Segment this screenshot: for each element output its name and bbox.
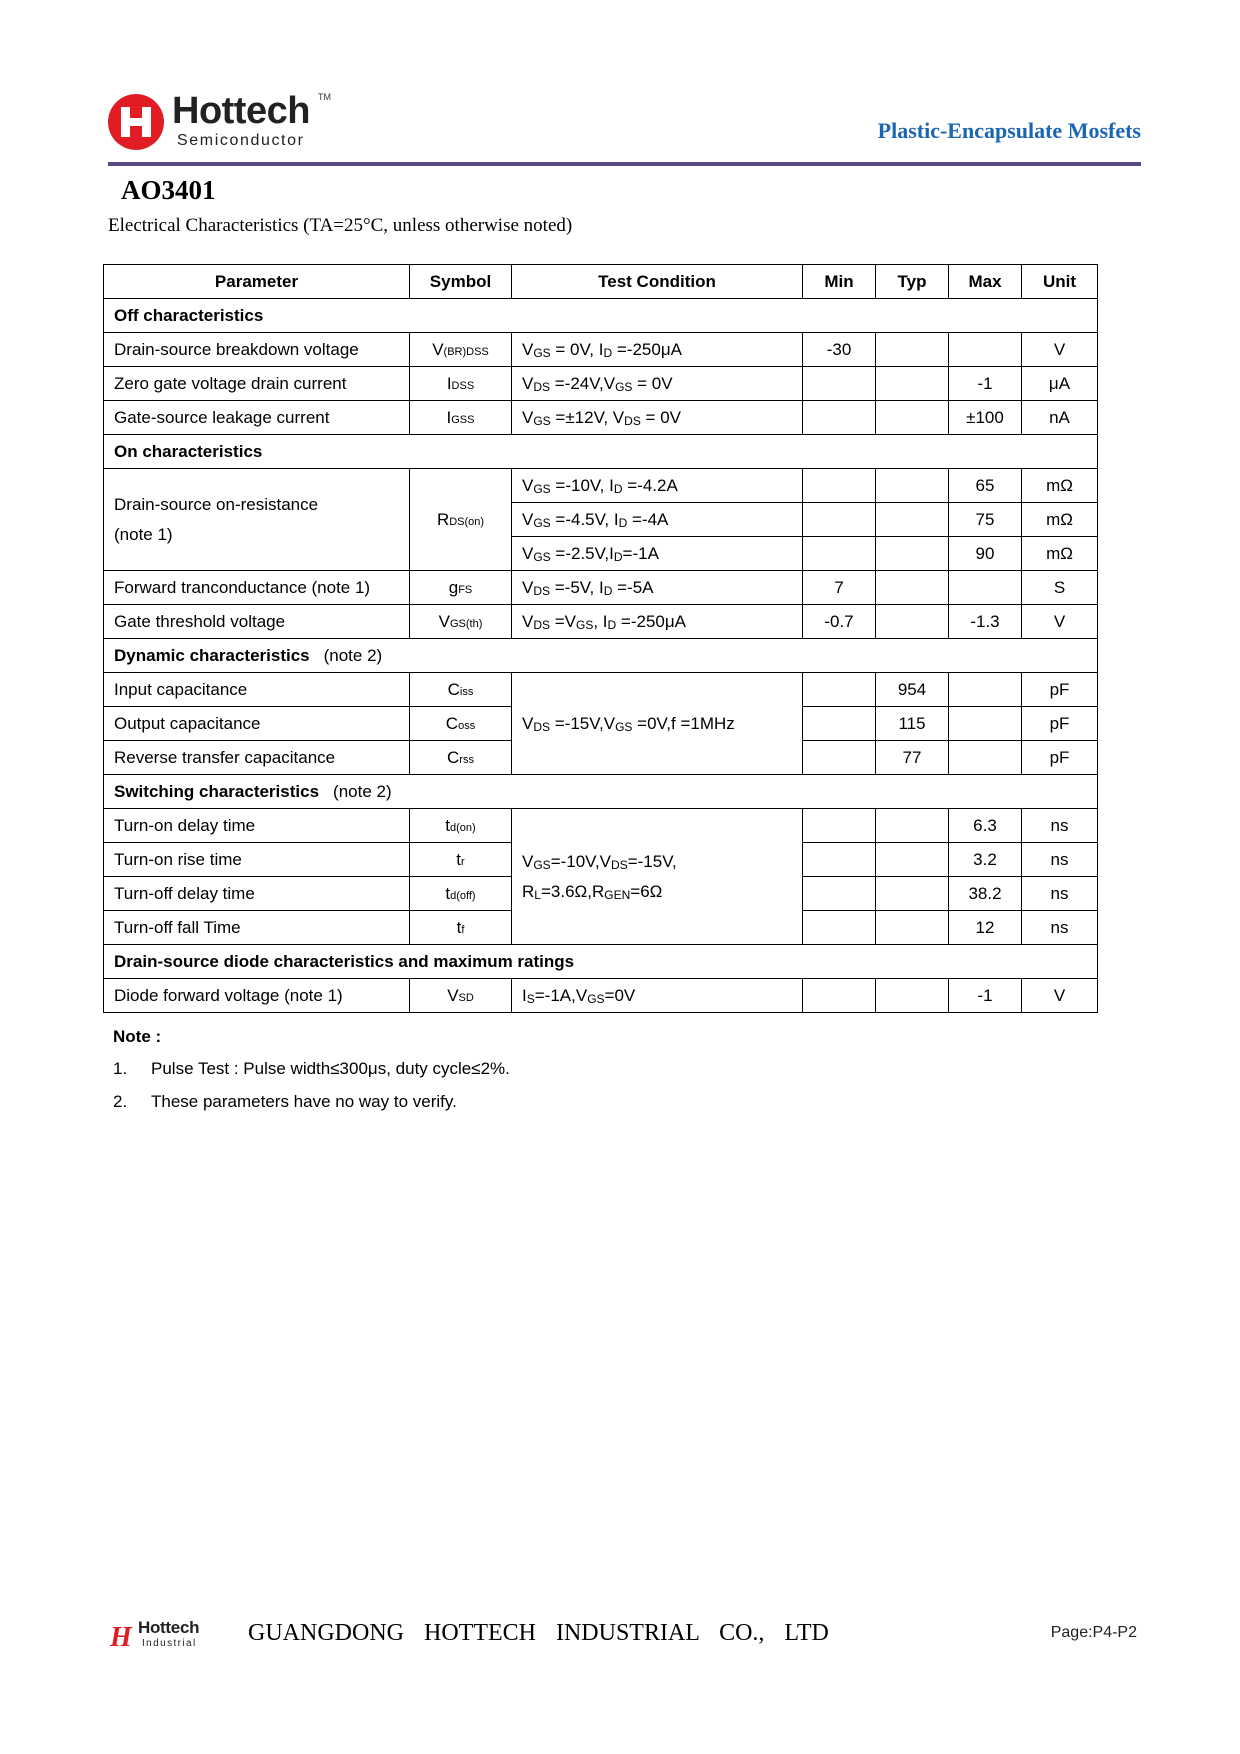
condition-cell: VDS =-5V, ID =-5A [512,571,803,605]
col-header-max: Max [949,265,1022,299]
param-cell: Turn-off delay time [104,877,410,911]
footer-logo [110,1618,210,1654]
symbol-cell: RDS(on) [410,469,512,571]
symbol-cell: Ciss [410,673,512,707]
unit-cell: V [1022,333,1098,367]
typ-cell [876,503,949,537]
typ-cell [876,877,949,911]
note-item: 1. Pulse Test : Pulse width≤300μs, duty cycle≤2%. [113,1059,510,1078]
col-header-unit: Unit [1022,265,1098,299]
table-row [104,809,1098,843]
unit-cell: pF [1022,707,1098,741]
electrical-characteristics-table [103,264,1098,1013]
typ-cell [876,571,949,605]
min-cell [803,469,876,503]
typ-cell [876,605,949,639]
condition-cell: VGS=-10V,VDS=-15V, RL=3.6Ω,RGEN=6Ω [512,809,803,945]
unit-cell: mΩ [1022,537,1098,571]
param-cell: Turn-on delay time [104,809,410,843]
symbol-cell: td(off) [410,877,512,911]
product-category: Plastic-Encapsulate Mosfets [877,118,1141,143]
table-row [104,401,1098,435]
param-cell: Turn-on rise time [104,843,410,877]
section-row [104,945,1098,979]
max-cell [949,571,1022,605]
param-cell: Gate threshold voltage [104,605,410,639]
param-cell: Gate-source leakage current [104,401,410,435]
col-header-typ: Typ [876,265,949,299]
condition-cell: VGS =-4.5V, ID =-4A [512,503,803,537]
col-header-symbol: Symbol [410,265,512,299]
param-cell: Diode forward voltage (note 1) [104,979,410,1013]
unit-cell: ns [1022,809,1098,843]
unit-cell: mΩ [1022,469,1098,503]
max-cell [949,707,1022,741]
col-header-min: Min [803,265,876,299]
part-number: AO3401 [121,175,216,205]
section-title-diode: Drain-source diode characteristics and maximum ratings [104,945,1098,979]
typ-cell [876,843,949,877]
param-cell: Turn-off fall Time [104,911,410,945]
max-cell [949,673,1022,707]
max-cell [949,333,1022,367]
section-title-off: Off characteristics [104,299,1098,333]
min-cell [803,673,876,707]
symbol-cell: V(BR)DSS [410,333,512,367]
condition-cell: IS=-1A,VGS=0V [512,979,803,1013]
symbol-cell: IDSS [410,367,512,401]
min-cell [803,843,876,877]
table-row [104,979,1098,1013]
typ-cell [876,911,949,945]
typ-cell [876,979,949,1013]
min-cell [803,979,876,1013]
table-row [104,673,1098,707]
condition-cell: VDS =VGS, ID =-250μA [512,605,803,639]
min-cell [803,401,876,435]
param-cell: Drain-source breakdown voltage [104,333,410,367]
symbol-cell: Coss [410,707,512,741]
unit-cell: V [1022,605,1098,639]
max-cell: 6.3 [949,809,1022,843]
min-cell: -30 [803,333,876,367]
condition-cell: VGS =±12V, VDS = 0V [512,401,803,435]
unit-cell: nA [1022,401,1098,435]
typ-cell: 954 [876,673,949,707]
min-cell [803,503,876,537]
hottech-logo-icon [108,94,164,150]
max-cell: 3.2 [949,843,1022,877]
symbol-cell: tr [410,843,512,877]
condition-cell: VDS =-24V,VGS = 0V [512,367,803,401]
max-cell: ±100 [949,401,1022,435]
col-header-test-condition: Test Condition [512,265,803,299]
typ-cell [876,367,949,401]
max-cell [949,741,1022,775]
min-cell [803,537,876,571]
header-divider [108,162,1141,166]
min-cell [803,741,876,775]
footer-logo-icon: H [110,1622,132,1653]
table-row [104,571,1098,605]
param-cell: Zero gate voltage drain current [104,367,410,401]
symbol-cell: VSD [410,979,512,1013]
unit-cell: ns [1022,877,1098,911]
symbol-cell: td(on) [410,809,512,843]
typ-cell [876,333,949,367]
symbol-cell: IGSS [410,401,512,435]
min-cell [803,707,876,741]
section-row [104,435,1098,469]
trademark: TM [318,92,331,102]
notes-block [113,1027,510,1125]
symbol-cell: gFS [410,571,512,605]
min-cell [803,367,876,401]
unit-cell: ns [1022,911,1098,945]
page-number: Page:P4-P2 [1050,1624,1137,1641]
footer-logo-sub: Industrial [142,1638,197,1649]
brand-logo [108,92,348,158]
max-cell: -1.3 [949,605,1022,639]
section-row [104,639,1098,673]
condition-cell: VGS =-2.5V,ID=-1A [512,537,803,571]
unit-cell: pF [1022,741,1098,775]
min-cell: -0.7 [803,605,876,639]
max-cell: 38.2 [949,877,1022,911]
unit-cell: pF [1022,673,1098,707]
table-header-row [104,265,1098,299]
unit-cell: mΩ [1022,503,1098,537]
param-cell: Input capacitance [104,673,410,707]
col-header-parameter: Parameter [104,265,410,299]
typ-cell: 115 [876,707,949,741]
unit-cell: μA [1022,367,1098,401]
brand-subtitle: Semiconductor [177,132,305,149]
table-row [104,367,1098,401]
note-item: 2. These parameters have no way to verify. [113,1092,457,1111]
max-cell: -1 [949,979,1022,1013]
symbol-cell: Crss [410,741,512,775]
min-cell [803,809,876,843]
symbol-cell: tf [410,911,512,945]
notes-title: Note : [113,1027,162,1046]
unit-cell: ns [1022,843,1098,877]
section-title-switching: Switching characteristics (note 2) [104,775,1098,809]
typ-cell [876,401,949,435]
max-cell: 90 [949,537,1022,571]
max-cell: 75 [949,503,1022,537]
section-row [104,775,1098,809]
max-cell: 65 [949,469,1022,503]
brand-name: Hottech [172,90,310,132]
min-cell [803,911,876,945]
table-row [104,333,1098,367]
param-cell: Drain-source on-resistance (note 1) [104,469,410,571]
condition-cell: VDS =-15V,VGS =0V,f =1MHz [512,673,803,775]
param-cell: Output capacitance [104,707,410,741]
section-row [104,299,1098,333]
condition-cell: VGS = 0V, ID =-250μA [512,333,803,367]
condition-cell: VGS =-10V, ID =-4.2A [512,469,803,503]
typ-cell [876,537,949,571]
typ-cell [876,469,949,503]
company-name: GUANGDONG HOTTECH INDUSTRIAL CO., LTD [248,1620,829,1646]
table-row [104,605,1098,639]
unit-cell: V [1022,979,1098,1013]
section-title-on: On characteristics [104,435,1098,469]
section-title-dynamic: Dynamic characteristics (note 2) [104,639,1098,673]
table-row [104,469,1098,503]
max-cell: -1 [949,367,1022,401]
min-cell [803,877,876,911]
table-caption: Electrical Characteristics (TA=25°C, unless otherwise noted) [108,215,573,236]
max-cell: 12 [949,911,1022,945]
param-cell: Forward tranconductance (note 1) [104,571,410,605]
typ-cell [876,809,949,843]
param-cell: Reverse transfer capacitance [104,741,410,775]
footer-logo-name: Hottech [138,1618,200,1637]
symbol-cell: VGS(th) [410,605,512,639]
unit-cell: S [1022,571,1098,605]
typ-cell: 77 [876,741,949,775]
min-cell: 7 [803,571,876,605]
